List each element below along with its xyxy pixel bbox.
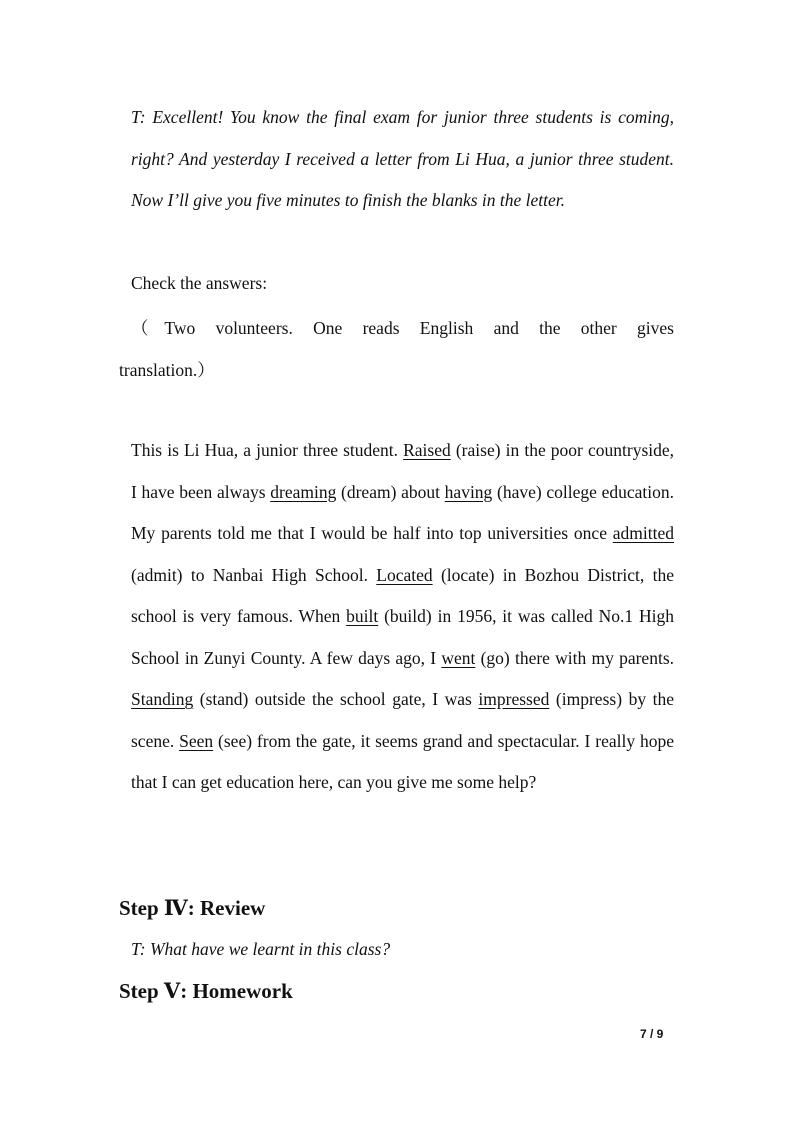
letter-text: (impress) by the scene. <box>131 689 674 751</box>
answer-built: built <box>346 606 379 626</box>
answer-standing: Standing <box>131 689 194 709</box>
letter-text: (stand) outside the school gate, I was <box>193 689 479 709</box>
step4-heading: Step Ⅳ: Review <box>119 896 266 920</box>
answer-located: Located <box>376 564 433 585</box>
answer-dreaming: dreaming <box>270 481 337 502</box>
answer-went: went <box>441 647 476 668</box>
answer-raised: Raised <box>403 440 451 460</box>
volunteers-note-line1: （Two volunteers. One reads English and the other gives <box>131 318 674 338</box>
page-number: 7 / 9 <box>640 1027 664 1041</box>
volunteers-note-line2: translation.） <box>119 360 215 380</box>
step5-heading: Step Ⅴ: Homework <box>119 979 293 1003</box>
letter-paragraph <box>131 430 674 804</box>
letter-text: (locate) in Bozhou District, the school is very famous. When <box>131 564 674 626</box>
check-answers-label: Check the answers: <box>131 273 268 293</box>
answer-admitted: admitted <box>612 523 674 543</box>
letter-text: (see) from the gate, it seems grand and spectacular. I really hope that I can get education here, can you give me some help? <box>131 730 674 792</box>
letter-text: (dream) about <box>336 481 445 502</box>
answer-impressed: impressed <box>478 689 550 709</box>
letter-text: (go) there with my parents. <box>475 647 675 668</box>
letter-text: (build) in 1956, it was called No.1 High School in Zunyi County. A few days ago, I <box>131 606 674 668</box>
letter-text: (admit) to Nanbai High School. <box>131 564 377 585</box>
letter-text: This is Li Hua, a junior three student. <box>131 440 404 460</box>
answer-seen: Seen <box>179 730 214 751</box>
answer-having: having <box>444 481 493 502</box>
letter-text: (have) college education. My parents told me that I would be half into top universities once <box>131 481 674 543</box>
review-question: T: What have we learnt in this class? <box>131 939 391 959</box>
letter-text: (raise) in the poor countryside, I have been always <box>131 440 675 502</box>
teacher-intro: T: Excellent! You know the final exam for junior three students is coming, right? And yesterday I received a letter from Li Hua, a junior three student. Now I’ll give you five minutes to finish the blanks in the letter. <box>131 107 674 210</box>
